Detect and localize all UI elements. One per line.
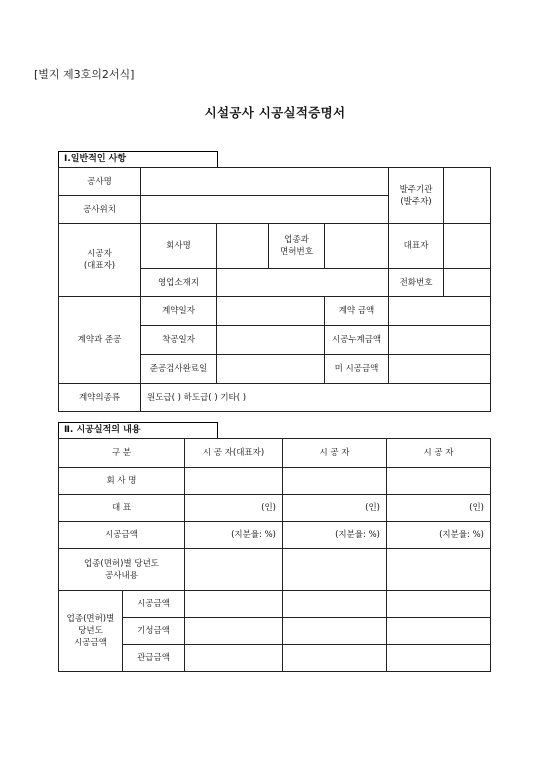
annual-work-label-line1: 업종(면허)별 당년도	[83, 558, 160, 569]
contractor-label	[59, 224, 141, 297]
contract-type-label: 계약의종류	[59, 384, 141, 412]
annual-amount-label-line1: 업종(면허)별	[66, 614, 115, 624]
business-license-label	[269, 224, 325, 269]
business-license-field[interactable]	[325, 224, 389, 269]
general-info-table	[58, 167, 491, 412]
share-ratio-cell-1[interactable]: (지분율: %)	[185, 522, 283, 549]
sub-progress-amount-label: 기성금액	[123, 618, 185, 645]
contract-date-label: 계약일자	[141, 297, 217, 326]
sub-government-supply-cell-1[interactable]	[185, 645, 283, 672]
contract-amount-field[interactable]	[389, 297, 491, 326]
contractor-rep-header: 시 공 자(대표자)	[185, 439, 283, 468]
company-name-cell-2[interactable]	[283, 468, 387, 495]
project-location-field[interactable]	[141, 196, 389, 224]
contract-date-field[interactable]	[217, 297, 325, 326]
office-location-field[interactable]	[217, 269, 389, 297]
sub-construction-amount-label: 시공금액	[123, 591, 185, 618]
annual-work-cell-3[interactable]	[387, 549, 491, 591]
project-name-label: 공사명	[59, 168, 141, 196]
form-reference: [별지 제3호의2서식]	[34, 68, 135, 81]
company-name-cell-1[interactable]	[185, 468, 283, 495]
remaining-amount-field[interactable]	[389, 355, 491, 384]
company-name-field[interactable]	[217, 224, 269, 269]
company-name-cell-3[interactable]	[387, 468, 491, 495]
client-org-label	[389, 168, 444, 224]
completion-inspection-field[interactable]	[217, 355, 325, 384]
annual-work-cell-2[interactable]	[283, 549, 387, 591]
license-number-label: 면허번호	[280, 247, 313, 257]
company-name-row-label: 회 사 명	[59, 468, 185, 495]
annual-work-row-label	[59, 549, 185, 591]
sub-government-supply-cell-3[interactable]	[387, 645, 491, 672]
performance-table	[58, 438, 491, 672]
project-name-field[interactable]	[141, 168, 389, 196]
annual-amount-row-label	[59, 591, 123, 672]
company-name-label: 회사명	[141, 224, 217, 269]
phone-field[interactable]	[444, 269, 491, 297]
seal-cell-2[interactable]: (인)	[283, 495, 387, 522]
contractor-label-line2: (대표자)	[83, 261, 116, 271]
business-type-label: 업종과	[284, 235, 309, 245]
phone-label: 전화번호	[389, 269, 444, 297]
construction-amount-row-label: 시공금액	[59, 522, 185, 549]
contract-completion-label: 계약과 준공	[59, 297, 141, 384]
office-location-label: 영업소재지	[141, 269, 217, 297]
share-ratio-cell-2[interactable]: (지분율: %)	[283, 522, 387, 549]
representative-row-label: 대 표	[59, 495, 185, 522]
completion-inspection-label: 준공검사완료일	[141, 355, 217, 384]
seal-cell-1[interactable]: (인)	[185, 495, 283, 522]
cumulative-amount-field[interactable]	[389, 326, 491, 355]
annual-work-cell-1[interactable]	[185, 549, 283, 591]
sub-progress-amount-cell-3[interactable]	[387, 618, 491, 645]
contractor-label-line1: 시공자	[87, 249, 112, 259]
sub-construction-amount-cell-3[interactable]	[387, 591, 491, 618]
representative-field[interactable]	[444, 224, 491, 269]
contract-amount-label: 계약 금액	[325, 297, 389, 326]
contractor-a-header: 시 공 자	[283, 439, 387, 468]
document-title: 시설공사 시공실적증명서	[204, 105, 346, 120]
category-header: 구 분	[59, 439, 185, 468]
contract-type-options[interactable]: 원도급( ) 하도급( ) 기타( )	[141, 384, 491, 412]
sub-government-supply-label: 관급금액	[123, 645, 185, 672]
annual-work-label-line2: 공사내용	[105, 570, 138, 581]
project-location-label: 공사위치	[59, 196, 141, 224]
share-ratio-cell-3[interactable]: (지분율: %)	[387, 522, 491, 549]
sub-progress-amount-cell-2[interactable]	[283, 618, 387, 645]
sub-construction-amount-cell-1[interactable]	[185, 591, 283, 618]
start-date-field[interactable]	[217, 326, 325, 355]
client-org-label-line1: 발주기관	[399, 184, 433, 195]
contractor-b-header: 시 공 자	[387, 439, 491, 468]
section1-header: Ⅰ.일반적인 사항	[58, 151, 218, 168]
remaining-amount-label: 미 시공금액	[325, 355, 389, 384]
annual-amount-label-line3: 시공금액	[74, 638, 107, 648]
start-date-label: 착공일자	[141, 326, 217, 355]
section2-header: Ⅱ. 시공실적의 내용	[58, 422, 218, 439]
client-org-field[interactable]	[444, 168, 491, 224]
representative-label: 대표자	[389, 224, 444, 269]
client-org-label-line2: (발주자)	[400, 196, 432, 207]
cumulative-amount-label: 시공누계금액	[325, 326, 389, 355]
sub-progress-amount-cell-1[interactable]	[185, 618, 283, 645]
sub-government-supply-cell-2[interactable]	[283, 645, 387, 672]
annual-amount-label-line2: 당년도	[78, 626, 103, 636]
sub-construction-amount-cell-2[interactable]	[283, 591, 387, 618]
seal-cell-3[interactable]: (인)	[387, 495, 491, 522]
